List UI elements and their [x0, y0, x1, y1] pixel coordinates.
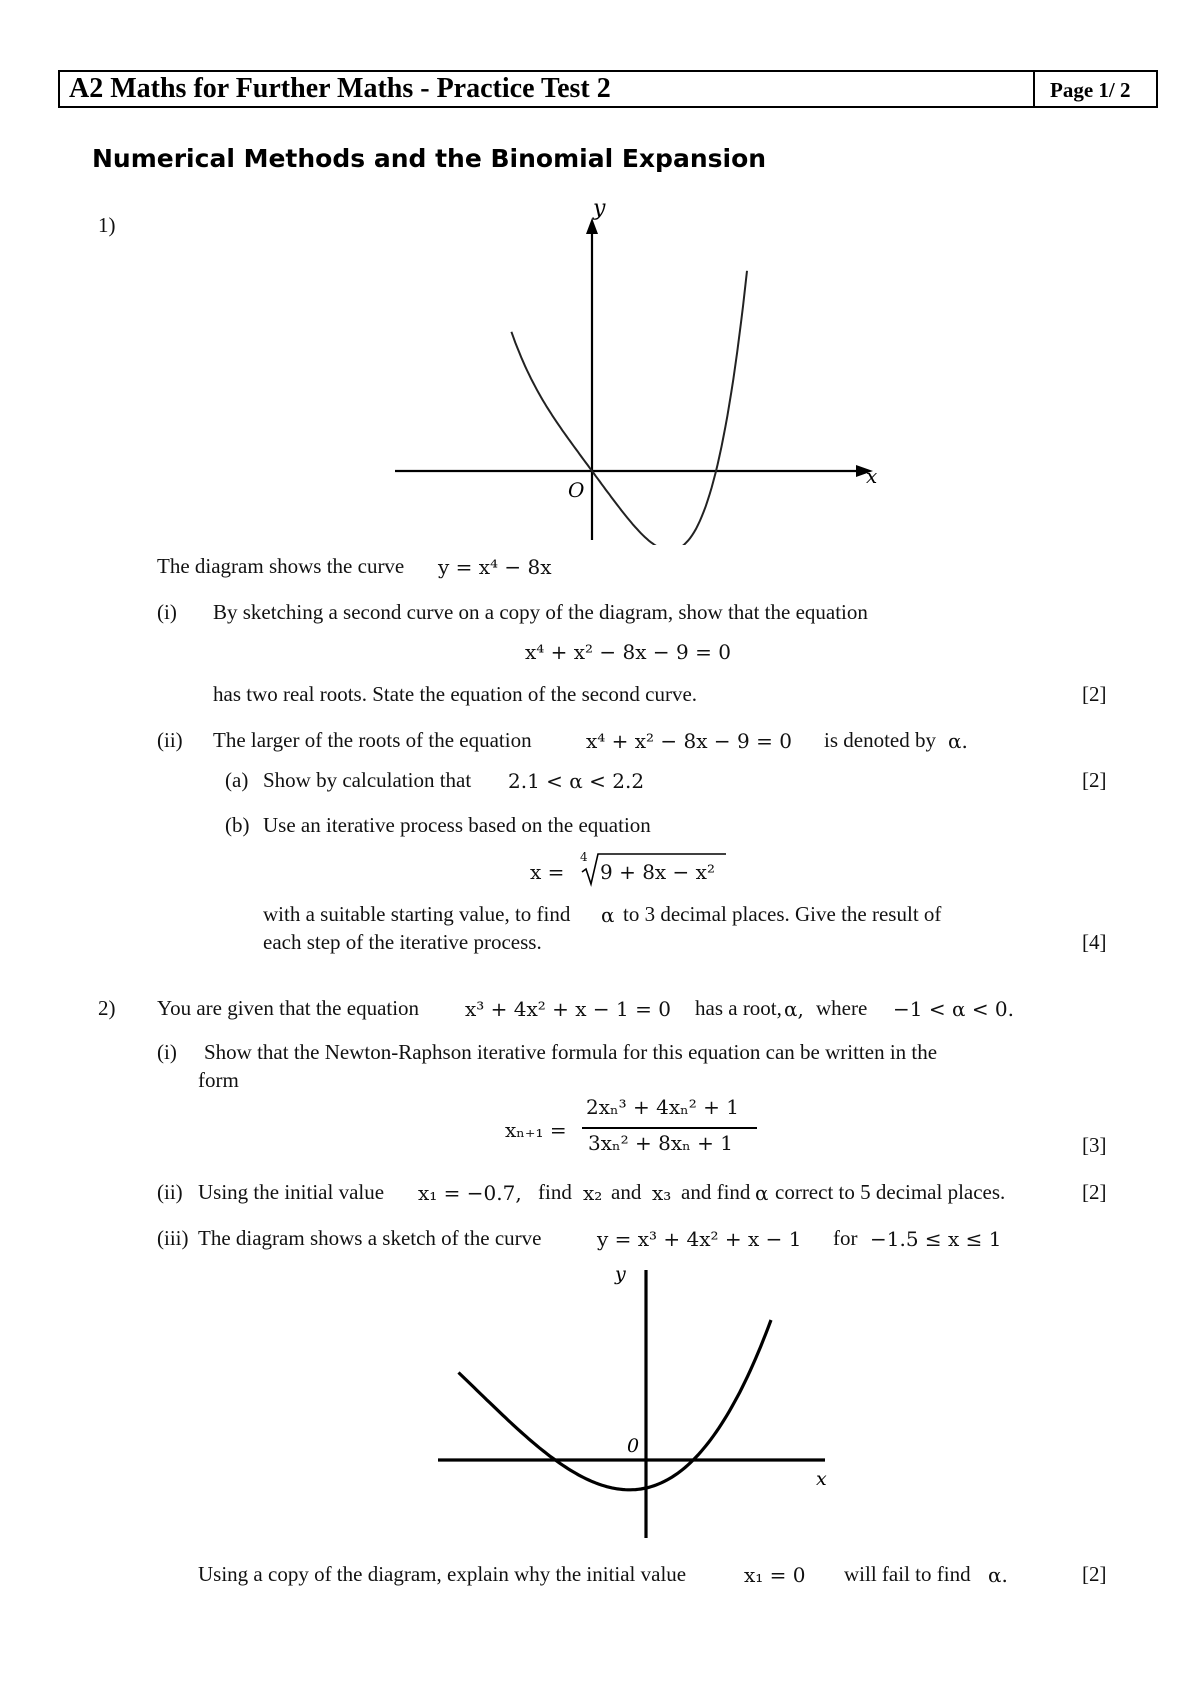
q2-part-ii-math-b: x₂: [583, 1181, 603, 1205]
q1-curve: [511, 271, 747, 545]
header-divider: [1033, 72, 1035, 106]
q2-intro-eq: x³ + 4x² + x − 1 = 0: [465, 997, 671, 1021]
q1-sub-b-marks: [4]: [1082, 930, 1107, 954]
q2-part-iii-math-b: −1.5 ≤ x ≤ 1: [870, 1227, 1002, 1251]
q2-part-ii-marks: [2]: [1082, 1180, 1107, 1204]
q1-sub-a-label: (a): [225, 768, 249, 792]
q2-part-iii-text-a: The diagram shows a sketch of the curve: [198, 1226, 542, 1250]
q2-part-i-marks: [3]: [1082, 1133, 1107, 1157]
q1-sub-a-marks: [2]: [1082, 768, 1107, 792]
q1-sub-a-text: Show by calculation that: [263, 768, 472, 792]
q2-part-iii-math2: x₁ = 0: [744, 1563, 806, 1587]
q2-part-ii-text-e: correct to 5 decimal places.: [775, 1180, 1006, 1204]
q2-part-ii-text-a: Using the initial value: [198, 1180, 385, 1204]
q1-intro-math: y = x⁴ − 8x: [438, 555, 552, 579]
page-number: Page 1/ 2: [1050, 78, 1131, 102]
q2-part-i-lhs: xₙ₊₁ =: [505, 1118, 567, 1142]
section-title: Numerical Methods and the Binomial Expansion: [92, 144, 767, 173]
q2-part-ii-math-a: x₁ = −0.7,: [418, 1181, 522, 1205]
q2-fraction-bar: [582, 1127, 757, 1129]
q1-graph: [380, 200, 880, 545]
q1-part-i-equation: x⁴ + x² − 8x − 9 = 0: [525, 640, 731, 664]
q2-part-ii-text-d: and find: [681, 1180, 751, 1204]
q1-part-i-text: By sketching a second curve on a copy of the diagram, show that the equation: [213, 600, 868, 624]
q1-part-ii-alpha: α.: [948, 729, 968, 753]
header-box: [58, 70, 1158, 108]
q2-part-ii-text-c: and: [611, 1180, 642, 1204]
q1-number: 1): [98, 213, 116, 237]
q1-sub-b-text2b: α: [601, 903, 615, 927]
q1-y-label: y: [593, 200, 606, 221]
q2-graph: [420, 1260, 840, 1542]
q1-part-ii-equation: x⁴ + x² − 8x − 9 = 0: [586, 729, 792, 753]
q1-part-i-label: (i): [157, 600, 177, 624]
document-title: A2 Maths for Further Maths - Practice Test 2: [69, 73, 611, 104]
q1-sub-b-text2a: with a suitable starting value, to find: [263, 902, 571, 926]
q1-origin-label: O: [568, 478, 585, 502]
q2-part-ii-math-d: α: [755, 1181, 769, 1205]
q2-fraction-numerator: 2xₙ³ + 4xₙ² + 1: [586, 1095, 740, 1119]
q1-sub-b-radicand: 9 + 8x − x²: [600, 860, 715, 884]
q2-curve: [459, 1320, 772, 1490]
q2-part-iii-text2c: α.: [988, 1563, 1008, 1587]
q1-sub-b-root-index: 4: [580, 850, 588, 864]
q2-part-ii-math-c: x₃: [652, 1181, 672, 1205]
q2-part-ii-text-b: find: [538, 1180, 572, 1204]
q1-x-label: x: [866, 464, 878, 488]
q2-part-iii-text2b: will fail to find: [844, 1562, 971, 1586]
q1-sub-b-text: Use an iterative process based on the equation: [263, 813, 651, 837]
q2-part-i-text: Show that the Newton-Raphson iterative formula for this equation can be written in the: [204, 1040, 938, 1064]
q2-number: 2): [98, 996, 116, 1020]
q2-y-label: y: [615, 1263, 626, 1285]
q1-sub-b-label: (b): [225, 813, 250, 837]
q1-sub-b-eq-left: x =: [530, 860, 565, 884]
q1-part-ii-text-b: is denoted by: [824, 728, 936, 752]
q2-part-ii-label: (ii): [157, 1180, 183, 1204]
q2-intro-c: where: [816, 996, 868, 1020]
q1-sub-a-math: 2.1 < α < 2.2: [508, 769, 645, 793]
q2-origin-label: 0: [627, 1435, 640, 1457]
q2-intro-a: You are given that the equation: [157, 996, 420, 1020]
q2-newton-fraction: [582, 1095, 757, 1163]
q2-intro-alpha: α,: [784, 997, 804, 1021]
q1-sub-b-text2c: to 3 decimal places. Give the result of: [623, 902, 942, 926]
q1-intro-text: The diagram shows the curve: [157, 554, 405, 578]
q1-part-i-text2: has two real roots. State the equation of the second curve.: [213, 682, 698, 706]
q1-part-ii-text-a: The larger of the roots of the equation: [213, 728, 532, 752]
q2-part-iii-text-b: for: [833, 1226, 858, 1250]
q2-fraction-denominator: 3xₙ² + 8xₙ + 1: [588, 1131, 733, 1155]
q2-x-label: x: [816, 1468, 827, 1490]
q2-part-iii-math-a: y = x³ + 4x² + x − 1: [597, 1227, 802, 1251]
q1-part-i-marks: [2]: [1082, 682, 1107, 706]
q2-part-i-text2: form: [198, 1068, 239, 1092]
q1-part-ii-label: (ii): [157, 728, 183, 752]
q2-part-i-label: (i): [157, 1040, 177, 1064]
q2-part-iii-label: (iii): [157, 1226, 189, 1250]
q1-sub-b-text3: each step of the iterative process.: [263, 930, 542, 954]
q2-intro-b: has a root,: [695, 996, 782, 1020]
q2-part-iii-marks: [2]: [1082, 1562, 1107, 1586]
q2-part-iii-text2a: Using a copy of the diagram, explain why the initial value: [198, 1562, 687, 1586]
q2-intro-range: −1 < α < 0.: [893, 997, 1015, 1021]
